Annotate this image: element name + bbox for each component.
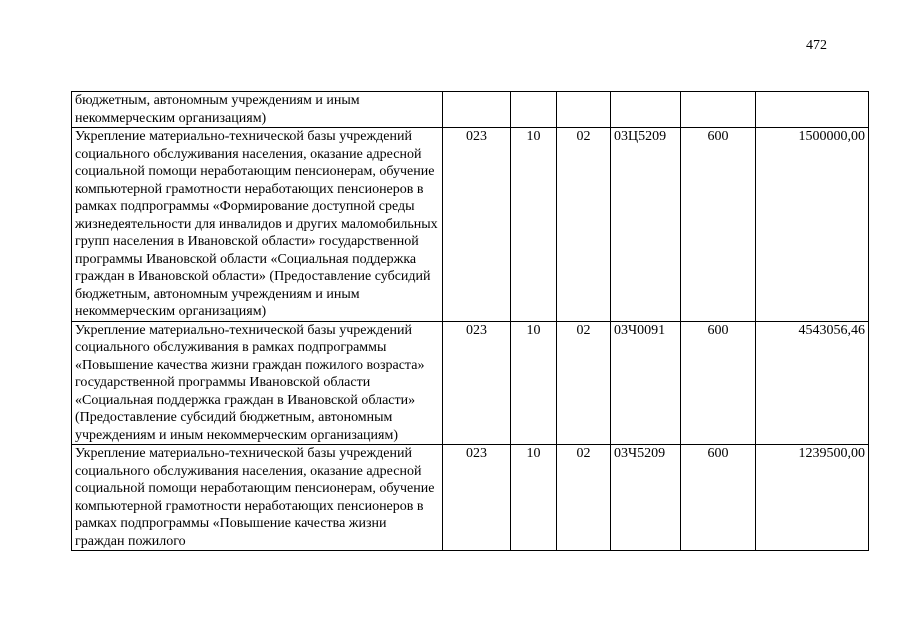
subsection-cell: 02 [557,321,611,445]
ministry-code-cell [443,92,511,128]
page-number: 472 [806,38,827,53]
section-cell: 10 [511,128,557,322]
expense-type-cell: 600 [681,445,756,551]
amount-cell: 4543056,46 [756,321,869,445]
table-row [72,445,869,551]
expense-type-cell: 600 [681,128,756,322]
expense-type-cell [681,92,756,128]
target-article-cell: 03Ч5209 [611,445,681,551]
ministry-code-cell: 023 [443,128,511,322]
ministry-code-cell: 023 [443,321,511,445]
subsection-cell: 02 [557,128,611,322]
target-article-cell [611,92,681,128]
amount-cell: 1239500,00 [756,445,869,551]
subsection-cell: 02 [557,445,611,551]
expense-type-cell: 600 [681,321,756,445]
target-article-cell: 03Ц5209 [611,128,681,322]
expense-name-cell: Укрепление материально-технической базы учреждений социального обслуживания населения, оказание адресной социальной помощи неработающим пенсионерам, обучение компьютерной грамотности неработающих пенсионеров в рамках подпрограммы «Формирование доступной среды жизнедеятельности для инвалидов и других маломобильных групп населения в Ивановской области» государственной программы Ивановской области «Социальная поддержка граждан в Ивановской области» (Предоставление субсидий бюджетным, автономным учреждениям и иным некоммерческим организациям) [72,128,443,322]
subsection-cell [557,92,611,128]
amount-cell [756,92,869,128]
table-row [72,92,869,128]
expense-name-cell: Укрепление материально-технической базы учреждений социального обслуживания в рамках подпрограммы «Повышение качества жизни граждан пожилого возраста» государственной программы Ивановской области «Социальная поддержка граждан в Ивановской области» (Предоставление субсидий бюджетным, автономным учреждениям и иным некоммерческим организациям) [72,321,443,445]
section-cell: 10 [511,445,557,551]
expense-name-cell: бюджетным, автономным учреждениям и иным некоммерческим организациям) [72,92,443,128]
expense-name-cell: Укрепление материально-технической базы учреждений социального обслуживания населения, оказание адресной социальной помощи неработающим пенсионерам, обучение компьютерной грамотности неработающих пенсионеров в рамках подпрограммы «Повышение качества жизни граждан пожилого [72,445,443,551]
section-cell: 10 [511,321,557,445]
budget-table [71,91,869,551]
table-row [72,128,869,322]
target-article-cell: 03Ч0091 [611,321,681,445]
table-row [72,321,869,445]
section-cell [511,92,557,128]
ministry-code-cell: 023 [443,445,511,551]
amount-cell: 1500000,00 [756,128,869,322]
